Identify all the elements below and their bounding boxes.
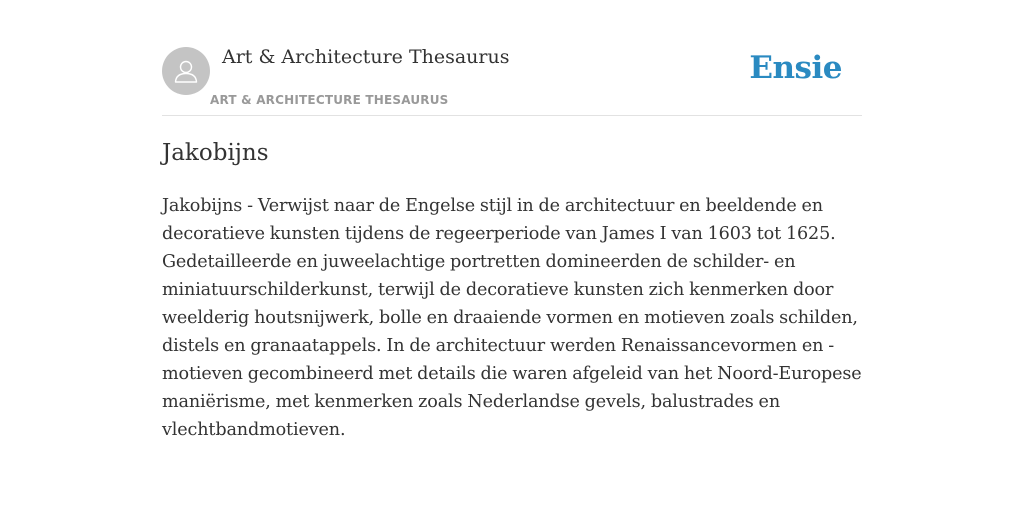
- avatar[interactable]: [162, 47, 210, 95]
- source-subtitle[interactable]: ART & ARCHITECTURE THESAURUS: [210, 93, 449, 107]
- entry-card: [162, 0, 862, 440]
- source-title[interactable]: Art & Architecture Thesaurus: [222, 46, 510, 68]
- brand-logo[interactable]: Ensie: [749, 50, 842, 86]
- user-icon: [172, 57, 200, 85]
- entry-header: [162, 0, 862, 116]
- entry-title: Jakobijns: [162, 140, 269, 166]
- entry-definition: Jakobijns - Verwijst naar de Engelse stijl in de architectuur en beeldende en decoratieve kunsten tijdens de regeerperiode van James I van 1603 tot 1625. Gedetailleerde en juweelachtige portretten domineerden de schilder- en miniatuurschilderkunst, terwijl de decoratieve kunsten zich kenmerken door weelderig houtsnijwerk, bolle en draaiende vormen en motieven zoals schilden, distels en granaatappels. In de architectuur werden Renaissancevormen en -motieven gecombineerd met details die waren afgeleid van het Noord-Europese maniërisme, met kenmerken zoals Nederlandse gevels, balustrades en vlechtbandmotieven.: [162, 196, 862, 440]
